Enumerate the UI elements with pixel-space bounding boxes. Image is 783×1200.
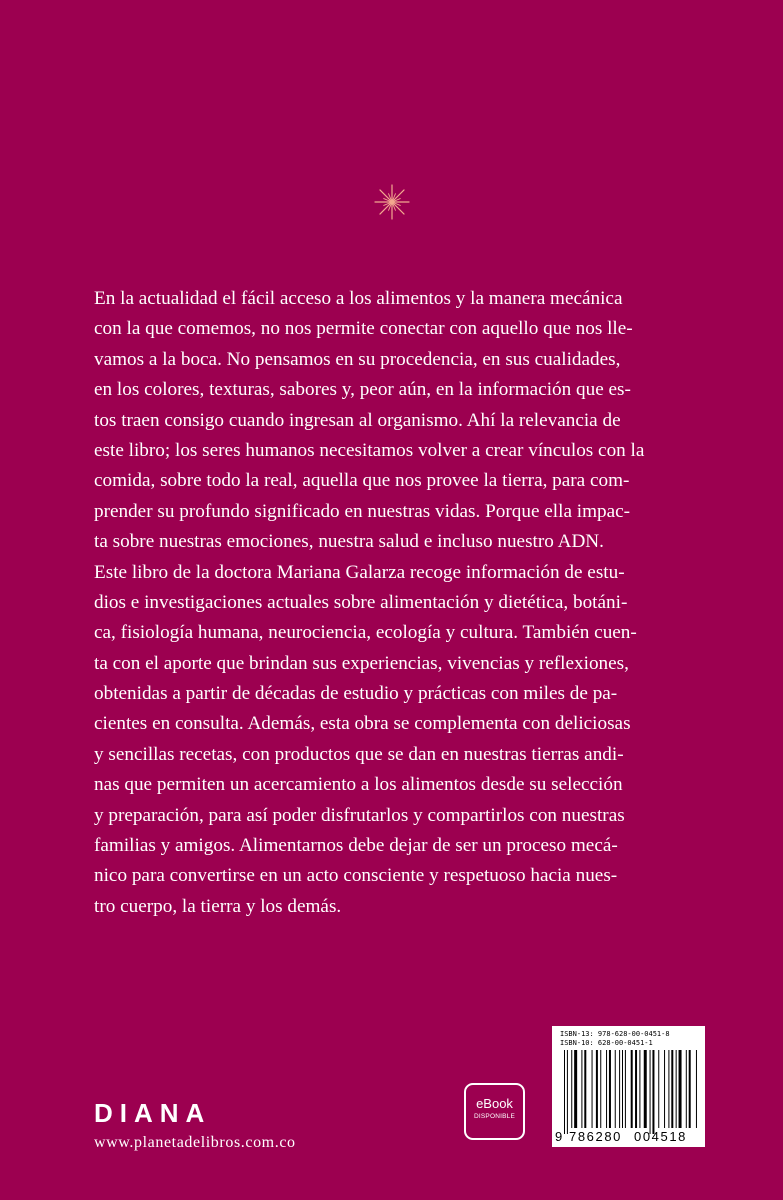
blurb-line: comida, sobre todo la real, aquella que nos provee la tierra, para com- [94, 470, 630, 492]
barcode-bar [584, 1050, 586, 1128]
barcode-digit-lead: 9 [555, 1129, 563, 1144]
blurb-line: con la que comemos, no nos permite conectar con aquello que nos lle- [94, 318, 633, 340]
barcode-bar [600, 1050, 601, 1128]
barcode-bar [639, 1050, 640, 1128]
barcode-bar [689, 1050, 691, 1128]
blurb-line: familias y amigos. Alimentarnos debe dejar de ser un proceso mecá- [94, 835, 618, 857]
blurb-line: este libro; los seres humanos necesitamos volver a crear vínculos con la [94, 439, 645, 461]
blurb-line: dios e investigaciones actuales sobre alimentación y dietética, botáni- [94, 591, 628, 613]
barcode-bar [615, 1050, 616, 1128]
sparkle-star-icon [372, 182, 412, 222]
blurb-line: tro cuerpo, la tierra y los demás. [94, 895, 342, 917]
barcode-bar [609, 1050, 611, 1128]
barcode-bar [686, 1050, 687, 1128]
barcode-bar [619, 1050, 620, 1128]
blurb-line: En la actualidad el fácil acceso a los alimentos y la manera mecánica [94, 288, 623, 309]
barcode-bar [592, 1050, 593, 1128]
barcode-bar [625, 1050, 626, 1128]
barcode-bar [564, 1050, 565, 1134]
barcode-bar [631, 1050, 633, 1128]
star-ray [392, 202, 404, 214]
isbn-13-label: ISBN-13: 978-628-00-0451-8 [560, 1030, 670, 1038]
blurb-line: Este libro de la doctora Mariana Galarza recoge información de estu- [94, 561, 625, 583]
isbn-10-label: ISBN-10: 628-00-0451-1 [560, 1039, 653, 1047]
barcode-bar [571, 1050, 572, 1128]
barcode-bar [652, 1050, 654, 1134]
publisher-logo: DIANA [94, 1098, 212, 1128]
blurb-line: en los colores, texturas, sabores y, peor aún, en la información que es- [94, 379, 631, 401]
star-ray [380, 190, 392, 202]
blurb-line: ta con el aporte que brindan sus experiencias, vivencias y reflexiones, [94, 652, 629, 674]
ebook-available-badge [464, 1083, 525, 1140]
barcode-digit-group-left: 786280 [569, 1129, 622, 1144]
barcode-bar [644, 1050, 647, 1128]
blurb-line: nico para convertirse en un acto consciente y respetuoso hacia nues- [94, 865, 618, 887]
barcode-bar [650, 1050, 651, 1134]
blurb-line: nas que permiten un acercamiento a los alimentos desde su selección [94, 774, 623, 796]
ebook-badge-title: eBook [476, 1096, 513, 1111]
blurb-line: y preparación, para así poder disfrutarlos y compartirlos con nuestras [94, 804, 625, 826]
back-cover-blurb [94, 284, 714, 922]
barcode-digit-group-right: 004518 [634, 1129, 687, 1144]
barcode-bar [671, 1050, 673, 1128]
barcode-bar [581, 1050, 582, 1128]
blurb-line: obtenidas a partir de décadas de estudio y prácticas con miles de pa- [94, 683, 618, 705]
barcode-bar [635, 1050, 637, 1128]
blurb-line: y sencillas recetas, con productos que se dan en nuestras tierras andi- [94, 743, 624, 765]
star-ray [392, 190, 404, 202]
star-ray [380, 202, 392, 214]
barcode-bar [567, 1050, 568, 1134]
isbn-barcode [552, 1026, 705, 1147]
barcode-bar [679, 1050, 682, 1128]
blurb-line: prender su profundo significado en nuestras vidas. Porque ella impac- [94, 500, 631, 522]
blurb-line: ca, fisiología humana, neurociencia, ecología y cultura. También cuen- [94, 622, 637, 644]
barcode-bar [658, 1050, 659, 1128]
barcode-bar [606, 1050, 607, 1128]
barcode-bar [696, 1050, 697, 1128]
barcode-bar [668, 1050, 669, 1128]
barcode-bar [676, 1050, 677, 1128]
barcode-bar [664, 1050, 665, 1128]
blurb-line: tos traen consigo cuando ingresan al organismo. Ahí la relevancia de [94, 409, 621, 431]
barcode-bar [596, 1050, 598, 1128]
barcode-bar [574, 1050, 577, 1128]
blurb-line: cientes en consulta. Además, esta obra se complementa con deliciosas [94, 713, 631, 735]
blurb-line: vamos a la boca. No pensamos en su procedencia, en sus cualidades, [94, 348, 621, 370]
blurb-line: ta sobre nuestras emociones, nuestra salud e incluso nuestro ADN. [94, 531, 604, 553]
barcode-bar [622, 1050, 623, 1128]
ebook-badge-subtitle: DISPONIBLE [473, 1113, 515, 1120]
publisher-website[interactable]: www.planetadelibros.com.co [94, 1134, 296, 1151]
